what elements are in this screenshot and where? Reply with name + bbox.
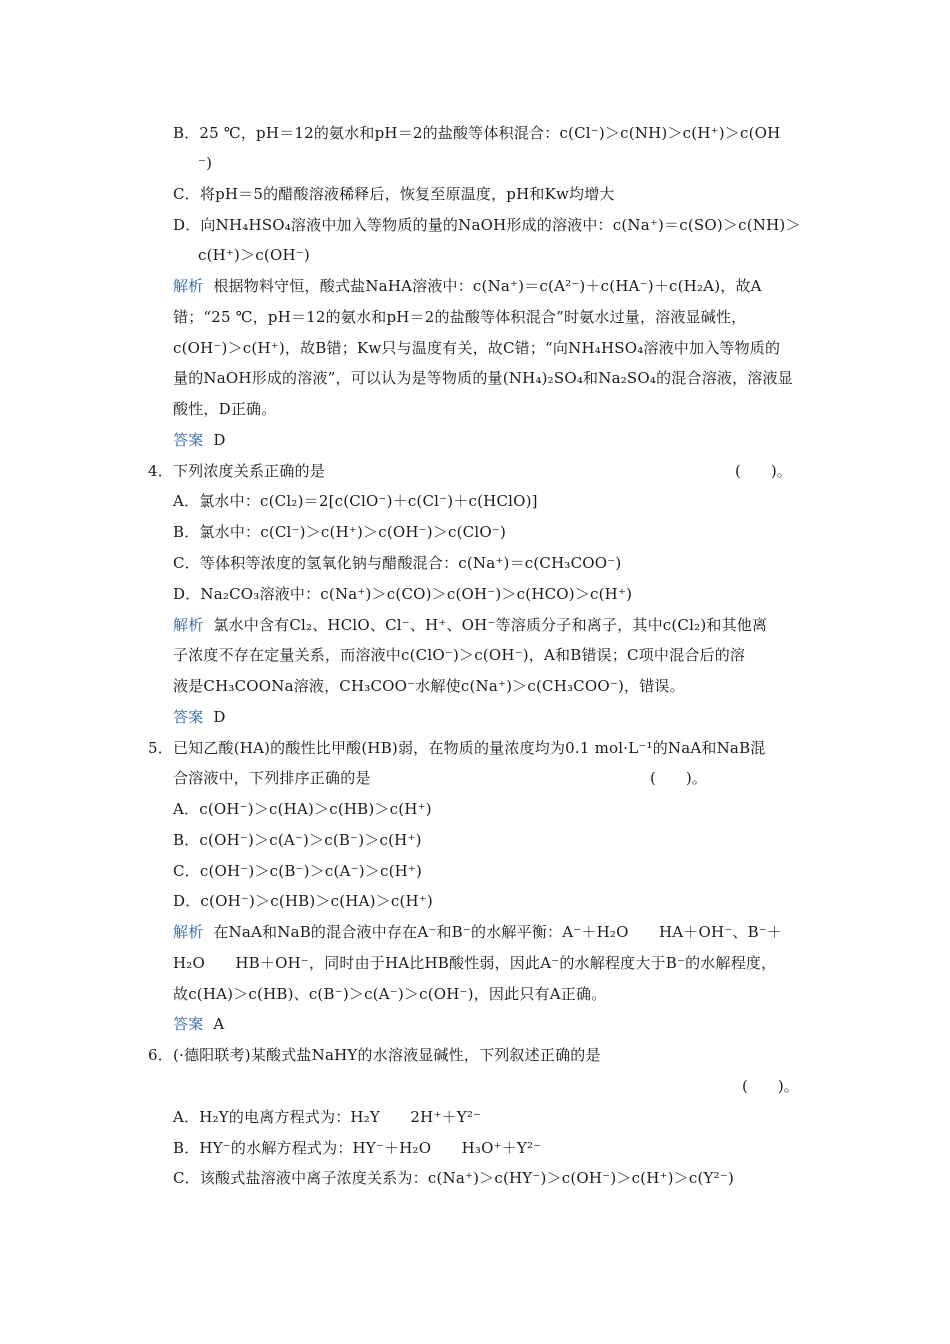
question-5-analysis-line: 故c(HA)＞c(HB)、c(B⁻)＞c(A⁻)＞c(OH⁻)，因此只有A正确。 — [173, 985, 607, 1003]
question-4-option-c: C．等体积等浓度的氢氧化钠与醋酸混合：c(Na⁺)＝c(CH₃COO⁻) — [173, 554, 622, 572]
analysis-tag: 解析 — [173, 616, 204, 634]
question-6-option-a: A．H₂Y的电离方程式为：H₂Y 2H⁺＋Y²⁻ — [173, 1108, 482, 1126]
question-3-analysis-line: c(OH⁻)＞c(H⁺)，故B错；Kw只与温度有关，故C错；“向NH₄HSO₄溶液中加入等物质的 — [173, 339, 781, 357]
question-5-option-d: D．c(OH⁻)＞c(HB)＞c(HA)＞c(H⁺) — [173, 892, 433, 910]
question-4-option-b: B．氯水中：c(Cl⁻)＞c(H⁺)＞c(OH⁻)＞c(ClO⁻) — [173, 523, 507, 541]
question-3-analysis-line: 错；“25 ℃，pH＝12的氨水和pH＝2的盐酸等体积混合”时氨水过量，溶液显碱性， — [173, 308, 747, 326]
analysis-tag: 解析 — [173, 277, 204, 295]
question-3-option-b-cont: ⁻) — [198, 154, 213, 172]
question-5-option-a: A．c(OH⁻)＞c(HA)＞c(HB)＞c(H⁺) — [173, 800, 432, 818]
question-6-option-c: C．该酸式盐溶液中离子浓度关系为：c(Na⁺)＞c(HY⁻)＞c(OH⁻)＞c(H⁺)＞c(Y²⁻) — [173, 1169, 735, 1187]
question-3-analysis-line: 量的NaOH形成的溶液”，可以认为是等物质的量(NH₄)₂SO₄和Na₂SO₄的混合溶液，溶液显 — [173, 369, 793, 387]
question-5-option-c: C．c(OH⁻)＞c(B⁻)＞c(A⁻)＞c(H⁺) — [173, 862, 423, 880]
question-5-analysis: 解析 在NaA和NaB的混合液中存在A⁻和B⁻的水解平衡：A⁻＋H₂O HA＋OH⁻、B⁻＋ — [173, 923, 783, 941]
question-6-answer-blank: ( )。 — [742, 1077, 799, 1095]
question-3-analysis: 解析 根据物料守恒，酸式盐NaHA溶液中：c(Na⁺)＝c(A²⁻)＋c(HA⁻)＋c(H₂A)，故A — [173, 277, 762, 295]
question-5-stem-cont: 合溶液中，下列排序正确的是 — [173, 769, 371, 787]
question-5-analysis-line: H₂O HB＋OH⁻，同时由于HA比HB酸性弱，因此A⁻的水解程度大于B⁻的水解程度， — [173, 954, 777, 972]
question-3-option-b: B．25 ℃，pH＝12的氨水和pH＝2的盐酸等体积混合：c(Cl⁻)＞c(NH)＞c(H⁺)＞c(OH — [173, 124, 781, 142]
question-6-stem: 6．(·德阳联考)某酸式盐NaHY的水溶液显碱性，下列叙述正确的是 — [148, 1046, 601, 1064]
question-6-option-b: B．HY⁻的水解方程式为：HY⁻＋H₂O H₃O⁺＋Y²⁻ — [173, 1139, 542, 1157]
answer-tag: 答案 — [173, 708, 204, 726]
answer-tag: 答案 — [173, 1015, 204, 1033]
question-3-option-c: C．将pH＝5的醋酸溶液稀释后，恢复至原温度，pH和Kw均增大 — [173, 185, 615, 203]
question-4-analysis-line: 子浓度不存在定量关系，而溶液中c(ClO⁻)＞c(OH⁻)，A和B错误；C项中混合后的溶 — [173, 646, 746, 664]
question-4-analysis-line: 液是CH₃COONa溶液，CH₃COO⁻水解使c(Na⁺)＞c(CH₃COO⁻)，错误。 — [173, 677, 685, 695]
question-5-stem: 5．已知乙酸(HA)的酸性比甲酸(HB)弱，在物质的量浓度均为0.1 mol·L⁻¹的NaA和NaB混 — [148, 739, 766, 757]
question-3-answer: 答案 D — [173, 431, 226, 449]
question-5-option-b: B．c(OH⁻)＞c(A⁻)＞c(B⁻)＞c(H⁺) — [173, 831, 422, 849]
question-3-analysis-line: 酸性，D正确。 — [173, 400, 277, 418]
question-3-option-d: D．向NH₄HSO₄溶液中加入等物质的量的NaOH形成的溶液中：c(Na⁺)＝c(SO)＞c(NH)＞ — [173, 216, 801, 234]
question-5-answer-blank: ( )。 — [650, 769, 707, 787]
question-4-answer: 答案 D — [173, 708, 226, 726]
question-5-answer: 答案 A — [173, 1015, 225, 1033]
question-4-answer-blank: ( )。 — [735, 462, 792, 480]
analysis-tag: 解析 — [173, 923, 204, 941]
question-4-stem: 4．下列浓度关系正确的是 — [148, 462, 325, 480]
question-4-option-a: A．氯水中：c(Cl₂)＝2[c(ClO⁻)＋c(Cl⁻)＋c(HClO)] — [173, 492, 538, 510]
question-4-analysis: 解析 氯水中含有Cl₂、HClO、Cl⁻、H⁺、OH⁻等溶质分子和离子，其中c(Cl₂)和其他离 — [173, 616, 768, 634]
question-4-option-d: D．Na₂CO₃溶液中：c(Na⁺)＞c(CO)＞c(OH⁻)＞c(HCO)＞c(H⁺) — [173, 585, 633, 603]
question-3-option-d-cont: c(H⁺)＞c(OH⁻) — [198, 246, 310, 264]
answer-tag: 答案 — [173, 431, 204, 449]
